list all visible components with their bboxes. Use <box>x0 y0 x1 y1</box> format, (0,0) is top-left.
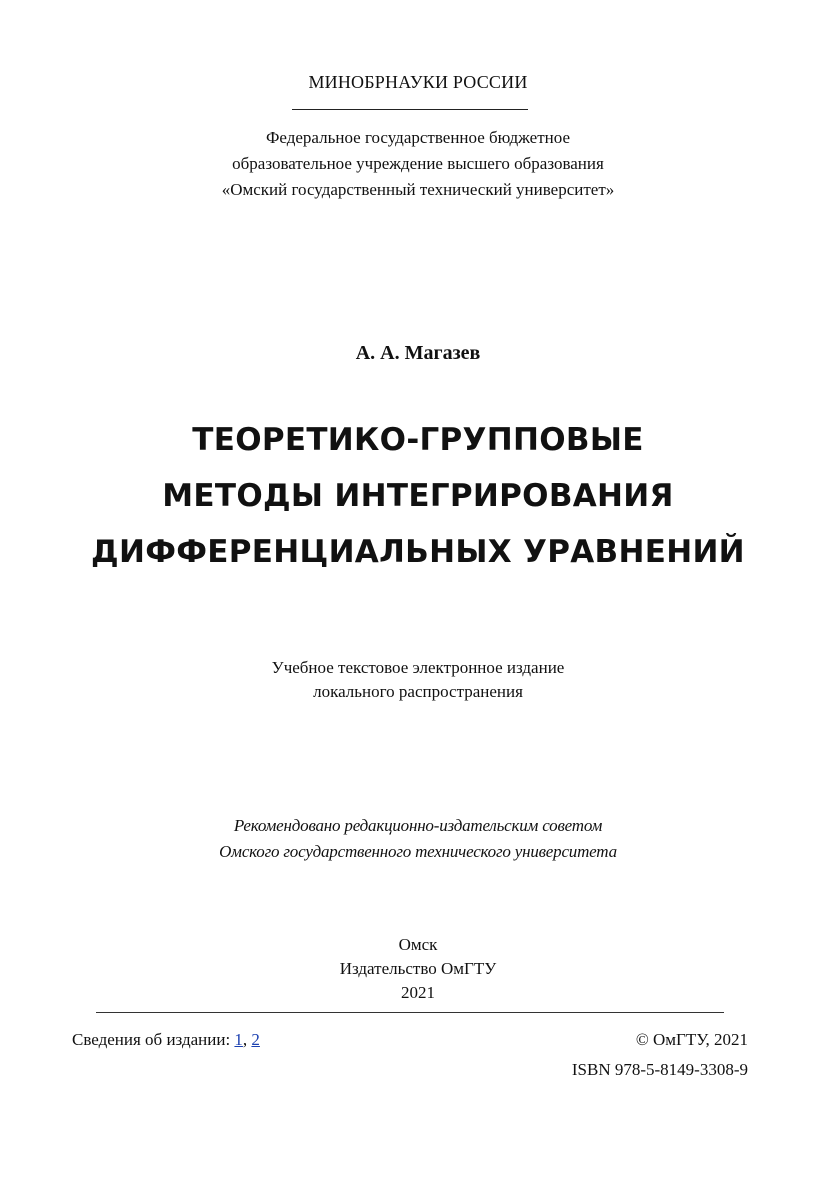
edition-type-line: Учебное текстовое электронное издание <box>271 658 565 677</box>
title-line: ДИФФЕРЕНЦИАЛЬНЫХ УРАВНЕНИЙ <box>91 534 745 570</box>
imprint-year: 2021 <box>401 983 435 1002</box>
author-name: А. А. Магазев <box>355 342 481 364</box>
edition-info <box>72 1030 260 1050</box>
footer-divider <box>96 1012 724 1013</box>
imprint-publisher: Издательство ОмГТУ <box>339 959 497 978</box>
recommendation-line: Рекомендовано редакционно-издательским советом <box>233 816 603 835</box>
imprint <box>0 933 836 1005</box>
organization-block <box>0 125 836 203</box>
edition-type-line: локального распространения <box>313 682 523 701</box>
org-line: «Омский государственный технический университет» <box>221 180 615 199</box>
isbn: ISBN 978-5-8149-3308-9 <box>571 1060 748 1079</box>
edition-info-separator: , <box>242 1030 252 1049</box>
org-line: образовательное учреждение высшего образования <box>232 154 604 173</box>
copyright: © ОмГТУ, 2021 <box>635 1030 748 1049</box>
title-line: МЕТОДЫ ИНТЕГРИРОВАНИЯ <box>162 478 674 514</box>
recommendation <box>0 813 836 865</box>
title-line: ТЕОРЕТИКО-ГРУППОВЫЕ <box>192 422 644 458</box>
org-line: Федеральное государственное бюджетное <box>265 128 571 147</box>
ministry-underline <box>292 109 528 110</box>
edition-info-label: Сведения об издании: <box>72 1030 235 1049</box>
edition-info-link-2[interactable]: 2 <box>251 1030 260 1049</box>
ministry-name: МИНОБРНАУКИ РОССИИ <box>308 72 528 92</box>
imprint-city: Омск <box>398 935 438 954</box>
recommendation-line: Омского государственного технического университета <box>219 842 617 861</box>
edition-type <box>0 656 836 704</box>
book-title <box>0 412 836 580</box>
edition-info-link-1[interactable]: 1 <box>234 1030 243 1049</box>
